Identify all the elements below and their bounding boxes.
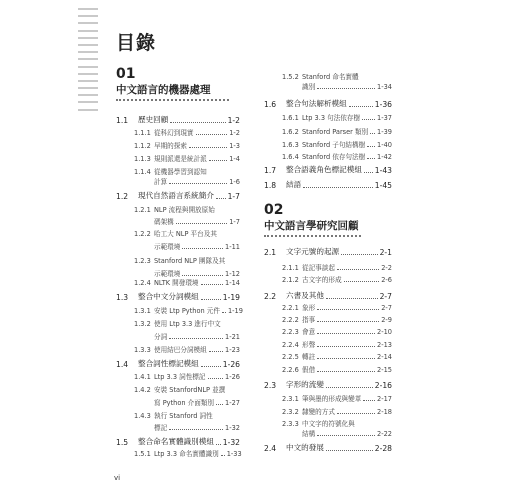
toc-number: 2.1.1 (282, 264, 299, 272)
toc-page-number: 1-39 (377, 128, 392, 136)
toc-number: 1.2 (116, 192, 129, 201)
toc-title: Stanford NLP 團隊及其 (154, 257, 226, 265)
toc-subsection-continued (302, 428, 392, 438)
page-title: 目錄 (116, 32, 157, 54)
toc-title: 會意 (302, 328, 316, 336)
dot-leader (337, 413, 375, 414)
toc-section (264, 442, 392, 453)
dot-leader (196, 134, 228, 135)
toc-subsection (282, 418, 392, 428)
toc-number: 1.1 (116, 116, 129, 125)
toc-page-number: 1-2 (229, 129, 240, 137)
toc-title: 哈工大 NLP 平台及其 (154, 230, 217, 238)
toc-subsection (282, 262, 392, 272)
toc-subsection (282, 139, 392, 149)
toc-page-number: 1-40 (377, 141, 392, 149)
chapter-title: 中文語言學研究回顧 (264, 218, 361, 237)
toc-page-number: 1-32 (222, 438, 240, 447)
toc-number: 2.1 (264, 248, 277, 257)
dot-leader (208, 378, 224, 379)
toc-subsection (282, 351, 392, 361)
toc-title: 中文的發展 (286, 443, 324, 452)
toc-title: Stanford 依存句法樹 (302, 153, 366, 161)
toc-title: 形聲 (302, 341, 316, 349)
toc-title: 早期的探索 (154, 142, 187, 150)
toc-subsection (134, 448, 240, 458)
dot-leader (182, 248, 223, 249)
toc-title: 規則派還是統計派 (154, 155, 207, 163)
dot-leader (169, 338, 223, 339)
toc-number: 1.5 (116, 438, 129, 447)
toc-page-number: 1-11 (225, 243, 240, 251)
toc-subsection (282, 302, 392, 312)
toc-number: 1.4.1 (134, 373, 151, 381)
dot-leader (344, 281, 380, 282)
dot-leader (326, 298, 378, 299)
dot-leader (182, 275, 223, 276)
chapter-number: 02 (264, 202, 284, 218)
toc-subsection (134, 228, 240, 238)
dot-leader (317, 346, 375, 347)
toc-number: 1.2.3 (134, 257, 151, 265)
toc-section (116, 291, 240, 302)
toc-number: 2.1.2 (282, 276, 299, 284)
dot-leader (326, 450, 373, 451)
toc-title: Ltp 3.3 詞性標記 (154, 373, 206, 381)
toc-subsection (134, 153, 240, 163)
chapter-number: 01 (116, 66, 136, 82)
dot-leader (341, 254, 377, 255)
dot-leader (169, 429, 223, 430)
toc-title: 指事 (302, 316, 316, 324)
dot-leader (317, 88, 375, 89)
toc-number: 1.4.2 (134, 386, 151, 394)
toc-number: 1.2.2 (134, 230, 151, 238)
toc-number: 2.2.2 (282, 316, 299, 324)
toc-subsection (282, 71, 392, 81)
chapter-title: 中文語言的機器處理 (116, 82, 229, 101)
dot-leader (317, 309, 379, 310)
toc-page-number: 1-12 (225, 270, 240, 278)
toc-number: 1.3.2 (134, 320, 151, 328)
dot-leader (367, 158, 375, 159)
toc-page-number: 2-15 (377, 366, 392, 374)
toc-page-number: 2-9 (381, 316, 392, 324)
toc-number: 1.1.2 (134, 142, 151, 150)
toc-title-continued: 分詞 (154, 333, 168, 341)
toc-subsection (134, 166, 240, 176)
toc-number: 1.6 (264, 100, 277, 109)
toc-section (116, 436, 240, 447)
toc-subsection (282, 112, 392, 122)
toc-title: 安裝 Ltp Python 元件 (154, 307, 220, 315)
toc-page-number: 1-21 (225, 333, 240, 341)
toc-title-continued: 標記 (154, 424, 168, 432)
toc-page-number: 2-16 (374, 381, 392, 390)
toc-page-number: 2-10 (377, 328, 392, 336)
toc-title-continued: 示範環境 (154, 243, 181, 251)
dot-leader (349, 106, 373, 107)
toc-page-number: 1-37 (377, 114, 392, 122)
toc-page-number: 1-7 (229, 218, 240, 226)
toc-title: 文字元號的起源 (286, 247, 340, 256)
toc-subsection (134, 410, 240, 420)
toc-title: 六書及其他 (286, 291, 324, 300)
toc-title: 字形的流變 (286, 380, 324, 389)
toc-title: NLTK 開發環境 (154, 279, 199, 287)
toc-title: 現代自然語言系統簡介 (138, 191, 214, 200)
toc-page-number: 1-45 (374, 181, 392, 190)
toc-title: 中文字的符號化與 (302, 420, 355, 428)
toc-number: 1.6.3 (282, 141, 299, 149)
toc-page-number: 1-34 (377, 83, 392, 91)
toc-number: 1.5.2 (282, 73, 299, 81)
toc-subsection (134, 127, 240, 137)
toc-page-number: 2-7 (381, 304, 392, 312)
toc-page-number: 1-33 (226, 450, 242, 458)
toc-number: 2.3.1 (282, 395, 299, 403)
toc-title: 整合詞性標記模組 (138, 359, 199, 368)
toc-number: 1.1.4 (134, 168, 151, 176)
toc-title: 歷史回顧 (138, 115, 169, 124)
toc-title: 從科幻到現實 (154, 129, 194, 137)
toc-page-number: 1-43 (374, 166, 392, 175)
dot-leader (337, 269, 379, 270)
toc-page-number: 1-19 (227, 307, 243, 315)
toc-page-number: 2-7 (379, 292, 392, 301)
toc-number: 1.4.3 (134, 412, 151, 420)
toc-number: 1.6.2 (282, 128, 299, 136)
toc-page-number: 1-2 (227, 116, 240, 125)
toc-page-number: 1-32 (225, 424, 240, 432)
toc-page-number: 1-14 (225, 279, 240, 287)
toc-page-number: 2-28 (374, 444, 392, 453)
dot-leader (221, 455, 225, 456)
toc-title: Ltp 3.3 命名實體識別 (154, 450, 219, 458)
dot-leader (317, 333, 375, 334)
toc-title: 安裝 StanfordNLP 並撰 (154, 386, 226, 394)
dot-leader (169, 183, 227, 184)
toc-section (264, 179, 392, 190)
toc-subsection (134, 255, 240, 265)
page-number: vi (114, 474, 121, 482)
toc-number: 2.2.6 (282, 366, 299, 374)
dot-leader (367, 146, 375, 147)
toc-subsection-continued (154, 241, 240, 251)
toc-subsection (282, 126, 392, 136)
dot-leader (317, 321, 379, 322)
toc-number: 2.2.1 (282, 304, 299, 312)
toc-page-number: 1-4 (229, 155, 240, 163)
dot-leader (176, 223, 227, 224)
toc-number: 2.3 (264, 381, 277, 390)
toc-subsection-continued (154, 331, 240, 341)
toc-subsection (282, 393, 392, 403)
toc-subsection (282, 151, 392, 161)
toc-page-number: 1-7 (227, 192, 240, 201)
toc-title-continued: 示範環境 (154, 270, 181, 278)
toc-title: 從機器學習到認知 (154, 168, 207, 176)
toc-title: 整合語義角色標記模組 (286, 165, 362, 174)
toc-page-number: 1-26 (225, 373, 240, 381)
toc-title: 整合句法解析模組 (286, 99, 347, 108)
toc-number: 1.8 (264, 181, 277, 190)
dot-leader (209, 160, 227, 161)
toc-title: 轉註 (302, 353, 316, 361)
toc-title: 隸變的方式 (302, 408, 335, 416)
dot-leader (222, 312, 226, 313)
toc-number: 1.2.4 (134, 279, 151, 287)
toc-title: 執行 Stanford 詞性 (154, 412, 213, 420)
toc-page-number: 1-42 (377, 153, 392, 161)
toc-number: 1.1.1 (134, 129, 151, 137)
toc-title-continued: 結構 (302, 430, 316, 438)
toc-page-number: 2-2 (381, 264, 392, 272)
toc-number: 1.5.1 (134, 450, 151, 458)
toc-subsection-continued (302, 81, 392, 91)
toc-section (264, 246, 392, 257)
toc-page-number: 2-1 (379, 248, 392, 257)
toc-subsection (282, 274, 392, 284)
toc-number: 1.1.3 (134, 155, 151, 163)
toc-subsection (134, 371, 240, 381)
toc-title: NLP 流程與開放原始 (154, 206, 215, 214)
toc-page-number: 1-6 (229, 178, 240, 186)
dot-leader (317, 371, 375, 372)
toc-page-number: 1-36 (374, 100, 392, 109)
dot-leader (363, 400, 375, 401)
toc-subsection (134, 204, 240, 214)
toc-section (264, 379, 392, 390)
toc-subsection (282, 406, 392, 416)
toc-page-number: 2-22 (377, 430, 392, 438)
toc-subsection (134, 277, 240, 287)
dot-leader (303, 187, 373, 188)
dot-leader (201, 366, 221, 367)
toc-section (264, 164, 392, 175)
toc-title-continued: 識別 (302, 83, 316, 91)
toc-number: 2.2.3 (282, 328, 299, 336)
toc-title-continued: 寫 Python 介面類別 (154, 399, 215, 407)
toc-title-continued: 碼架構 (154, 218, 174, 226)
toc-number: 1.2.1 (134, 206, 151, 214)
dot-leader (364, 172, 373, 173)
toc-subsection-continued (154, 422, 240, 432)
toc-page-number: 1-19 (222, 293, 240, 302)
toc-subsection-continued (154, 176, 240, 186)
toc-number: 2.4 (264, 444, 277, 453)
toc-number: 1.6.1 (282, 114, 299, 122)
dot-leader (216, 404, 223, 405)
dot-leader (189, 147, 227, 148)
toc-subsection (282, 364, 392, 374)
decorative-stripes (78, 8, 98, 116)
toc-number: 2.3.2 (282, 408, 299, 416)
toc-page-number: 1-23 (225, 346, 240, 354)
toc-title-continued: 計算 (154, 178, 168, 186)
dot-leader (170, 122, 225, 123)
toc-title: Stanford 子句結構樹 (302, 141, 366, 149)
toc-title: 象形 (302, 304, 316, 312)
toc-title: Stanford Parser 類別 (302, 128, 369, 136)
toc-section (116, 114, 240, 125)
toc-subsection (134, 384, 240, 394)
toc-subsection (282, 326, 392, 336)
toc-page-number: 2-18 (377, 408, 392, 416)
toc-subsection (134, 344, 240, 354)
dot-leader (317, 435, 375, 436)
toc-section (264, 290, 392, 301)
toc-number: 1.7 (264, 166, 277, 175)
toc-subsection (134, 140, 240, 150)
toc-number: 1.3.3 (134, 346, 151, 354)
dot-leader (216, 444, 221, 445)
toc-title: 結語 (286, 180, 302, 189)
toc-subsection (134, 305, 243, 315)
toc-title: Stanford 命名實體 (302, 73, 359, 81)
toc-number: 2.3.3 (282, 420, 299, 428)
dot-leader (201, 299, 221, 300)
toc-section (116, 358, 240, 369)
toc-title: 整合中文分詞模組 (138, 292, 199, 301)
toc-title: Ltp 3.3 句法依存樹 (302, 114, 361, 122)
toc-title: 使用結巴分詞模組 (154, 346, 207, 354)
toc-title: 筆與墨的形成與變革 (302, 395, 362, 403)
toc-page-number: 1-3 (229, 142, 240, 150)
toc-subsection-continued (154, 216, 240, 226)
toc-section (264, 98, 392, 109)
toc-title: 古文字的形成 (302, 276, 342, 284)
toc-page-number: 2-6 (381, 276, 392, 284)
toc-page-number: 1-27 (225, 399, 240, 407)
toc-number: 1.6.4 (282, 153, 299, 161)
toc-subsection (134, 318, 240, 328)
toc-title: 整合命名實體識別模組 (138, 437, 214, 446)
dot-leader (209, 351, 223, 352)
dot-leader (317, 358, 375, 359)
toc-page-number: 2-17 (377, 395, 392, 403)
toc-number: 2.2 (264, 292, 277, 301)
toc-number: 2.2.4 (282, 341, 299, 349)
dot-leader (370, 133, 375, 134)
toc-subsection (282, 339, 392, 349)
toc-subsection-continued (154, 397, 240, 407)
toc-title: 假借 (302, 366, 316, 374)
dot-leader (362, 119, 375, 120)
dot-leader (326, 387, 373, 388)
dot-leader (216, 198, 226, 199)
toc-number: 1.3 (116, 293, 129, 302)
toc-title: 從記事談起 (302, 264, 335, 272)
toc-page-number: 2-13 (377, 341, 392, 349)
toc-number: 1.3.1 (134, 307, 151, 315)
dot-leader (201, 284, 224, 285)
toc-page-number: 2-14 (377, 353, 392, 361)
toc-section (116, 190, 240, 201)
toc-number: 2.2.5 (282, 353, 299, 361)
toc-subsection (282, 314, 392, 324)
toc-page-number: 1-26 (222, 360, 240, 369)
toc-number: 1.4 (116, 360, 129, 369)
toc-title: 使用 Ltp 3.3 進行中文 (154, 320, 221, 328)
